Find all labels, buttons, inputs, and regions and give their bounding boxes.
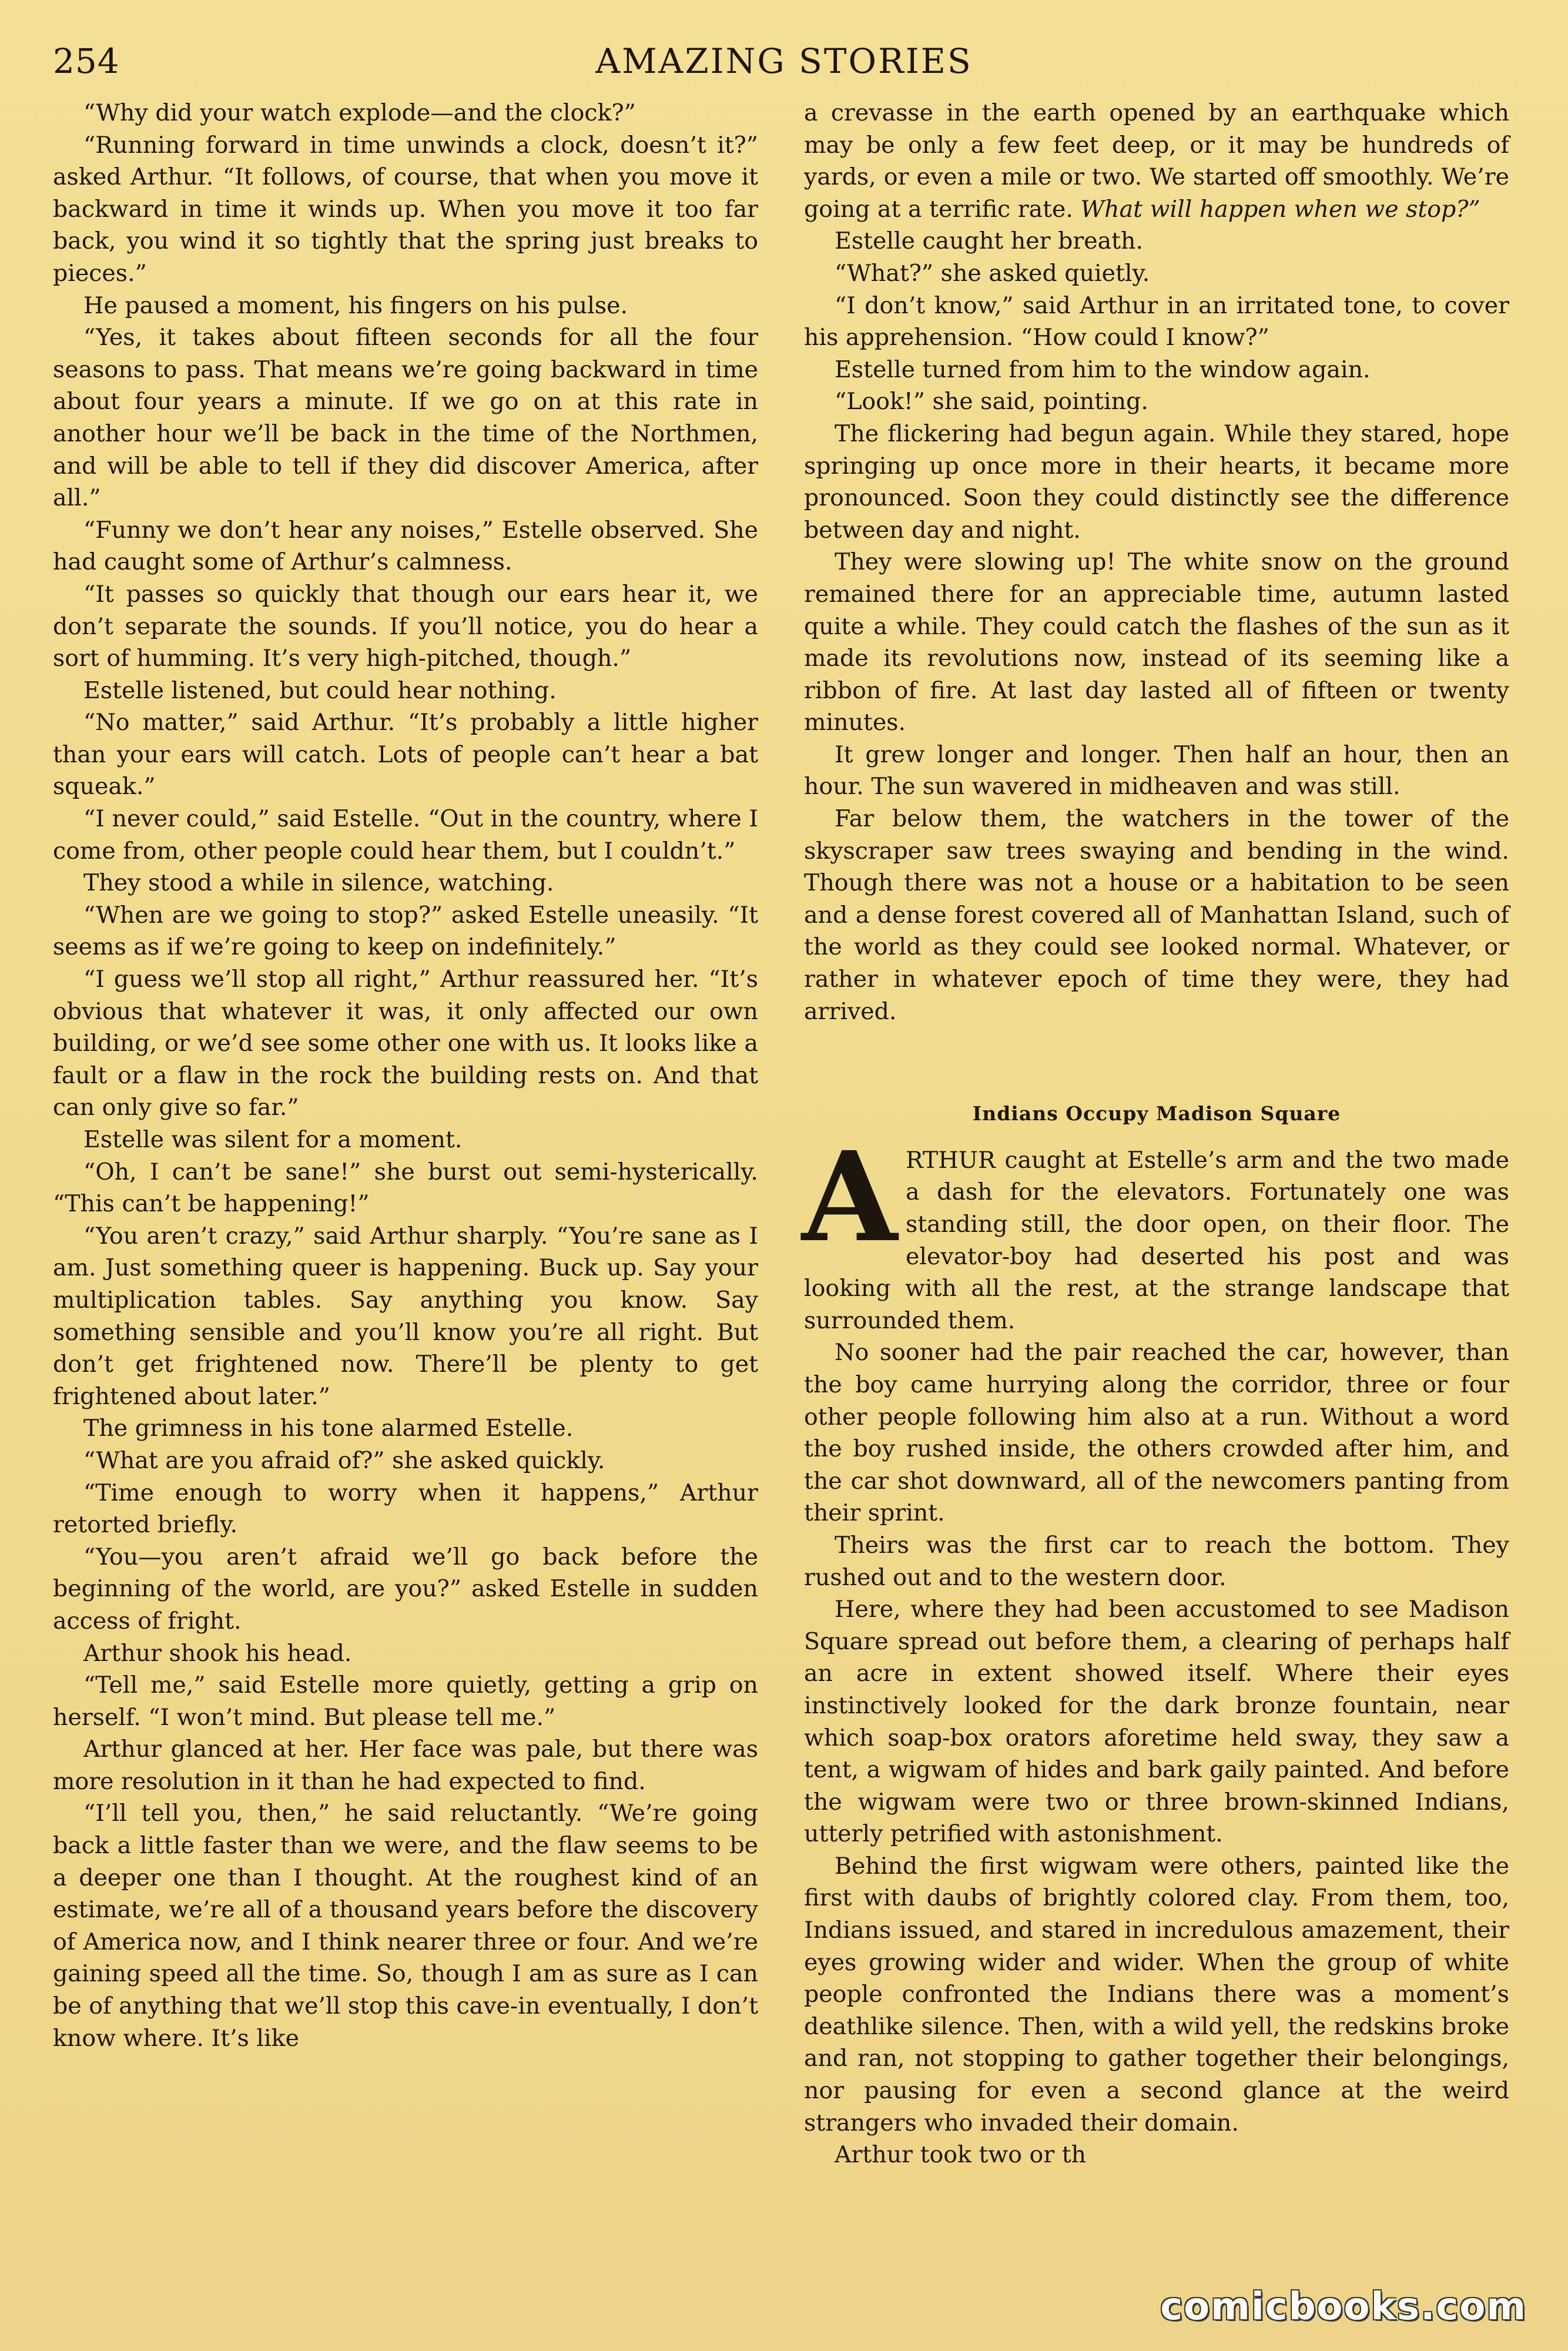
paragraph: Estelle was silent for a moment. [83,1126,463,1153]
paragraph: Estelle listened, but could hear nothing. [83,677,557,704]
paragraph: Far below them, the watchers in the tower of the skyscraper saw trees swaying and bending in the wind. Though there was not a house or a habitation to be seen and a dense forest covered all of Manhattan Island, such of the world as they could see looked normal. Whatever, or rather in whatever epoch of time they were, they had arrived. [804,805,1509,1025]
section-heading: Indians Occupy Madison Square [972,1102,1341,1126]
paragraph: “Oh, I can’t be sane!” she burst out semi-hysterically. “This can’t be happening!” [53,1158,758,1218]
drop-cap: A [802,1124,897,1270]
paragraph: Arthur took two or th [835,2141,1087,2169]
paragraph-text: RTHUR caught at Estelle’s arm and the two made a dash for the elevators. Fortunately one was standing still, the door open, on their floor. The elevator-boy had deserted his post and was looking with all the rest, at the strange landscape that surrounded them. [804,1146,1509,1334]
paragraph-text: a crevasse in the earth opened by an earthquake which may be only a few feet deep, or it may be hundreds of yards, or even a mile or two. We started off smoothly. We’re going at a terrific rate. [804,99,1509,223]
paragraph: “I don’t know,” said Arthur in an irritated tone, to cover his apprehension. “How could I know?” [804,292,1509,351]
paragraph-continued [804,97,1509,225]
paragraph: Estelle caught her breath. [835,227,1144,255]
paragraph: Behind the first wigwam were others, painted like the first with daubs of brightly colored clay. From them, too, Indians issued, and stared in incredulous amazement, their eyes growing wider and wider. When the group of white people confronted the Indians there was a moment’s deathlike silence. Then, with a wild yell, the redskins broke and ran, not stopping to gather together their belongings, nor pausing for even a second glance at the weird strangers who invaded their domain. [804,1852,1509,2136]
paragraph: It grew longer and longer. Then half an hour, then an hour. The sun wavered in midheaven and was still. [804,741,1509,801]
running-head: AMAZING STORIES [595,41,973,81]
section-first-paragraph [802,1124,1509,1337]
italic-question: What will happen when we stop?” [1080,195,1480,223]
paragraph: No sooner had the pair reached the car, however, than the boy came hurrying along the corridor, three or four other people following him also at a run. Without a word the boy rushed inside, the others crowded after him, and the car shot downward, all of the newcomers panting from their sprint. [804,1339,1509,1527]
paragraph: “Time enough to worry when it happens,” Arthur retorted briefly. [53,1479,758,1539]
paragraph: Estelle turned from him to the window again. [835,356,1371,383]
paragraph: “Funny we don’t hear any noises,” Estelle observed. She had caught some of Arthur’s calmness. [53,516,758,576]
paragraph: “I never could,” said Estelle. “Out in the country, where I come from, other people could hear them, but I couldn’t.” [53,805,758,865]
paragraph: The grimness in his tone alarmed Estelle. [83,1415,574,1442]
left-column [53,97,758,2054]
paragraph: “What are you afraid of?” she asked quickly. [83,1446,605,1474]
right-column [804,97,1509,2171]
watermark: comicbooks.com [1160,2285,1527,2329]
paragraph: “No matter,” said Arthur. “It’s probably a little higher than your ears will catch. Lots of people can’t hear a bat squeak.” [53,709,758,801]
paragraph: They were slowing up! The white snow on the ground remained there for an appreciable time, autumn lasted quite a while. They could catch the flashes of the sun as it made its revolutions now, instead of its seeming like a ribbon of fire. At last day lasted all of fifteen or twenty minutes. [804,548,1509,736]
paragraph: “It passes so quickly that though our ears hear it, we don’t separate the sounds. If you’ll notice, you do hear a sort of humming. It’s very high-pitched, though.” [53,580,758,672]
paragraph: “You—you aren’t afraid we’ll go back before the beginning of the world, are you?” asked Estelle in sudden access of fright. [53,1543,758,1635]
paragraph: They stood a while in silence, watching. [83,869,554,897]
page-number: 254 [53,41,120,81]
paragraph: Theirs was the first car to reach the bottom. They rushed out and to the western door. [804,1531,1509,1591]
paragraph: “Tell me,” said Estelle more quietly, getting a grip on herself. “I won’t mind. But please tell me.” [53,1672,758,1731]
paragraph: The flickering had begun again. While they stared, hope springing up once more in their hearts, it became more pronounced. Soon they could distinctly see the difference between day and night. [804,420,1509,544]
paragraph: He paused a moment, his fingers on his pulse. [83,292,628,319]
paragraph: “Why did your watch explode—and the clock?” [83,99,636,126]
paragraph: “Look!” she said, pointing. [835,388,1148,416]
page-header [53,41,1515,88]
paragraph: “I guess we’ll stop all right,” Arthur reassured her. “It’s obvious that whatever it was, it only affected our own building, or we’d see some other one with us. It looks like a fault or a flaw in the rock the building rests on. And that can only give so far.” [53,966,758,1121]
paragraph: Here, where they had been accustomed to see Madison Square spread out before them, a clearing of perhaps half an acre in extent showed itself. Where their eyes instinctively looked for the dark bronze fountain, near which soap-box orators aforetime held sway, they saw a tent, a wigwam of hides and bark gaily painted. And before the wigwam were two or three brown-skinned Indians, utterly petrified with astonishment. [804,1596,1509,1848]
paragraph: “Running forward in time unwinds a clock, doesn’t it?” asked Arthur. “It follows, of course, that when you move it backward in time it winds up. When you move it too far back, you wind it so tightly that the spring just breaks to pieces.” [53,131,758,287]
paragraph: Arthur shook his head. [83,1639,352,1667]
paragraph: “Yes, it takes about fifteen seconds for all the four seasons to pass. That means we’re going backward in time about four years a minute. If we go on at this rate in another hour we’ll be back in the time of the Northmen, and will be able to tell if they did discover America, after all.” [53,324,758,512]
paragraph: “I’ll tell you, then,” he said reluctantly. “We’re going back a little faster than we were, and the flaw seems to be a deeper one than I thought. At the roughest kind of an estimate, we’re all of a thousand years before the discovery of America now, and I think nearer three or four. And we’re gaining speed all the time. So, though I am as sure as I can be of anything that we’ll stop this cave-in eventually, I don’t know where. It’s like [53,1800,758,2052]
paragraph: “You aren’t crazy,” said Arthur sharply. “You’re sane as I am. Just something queer is happening. Buck up. Say your multiplication tables. Say anything you know. Say something sensible and you’ll know you’re all right. But don’t get frightened now. There’ll be plenty to get frightened about later.” [53,1222,758,1410]
paragraph: “When are we going to stop?” asked Estelle uneasily. “It seems as if we’re going to keep on indefinitely.” [53,901,758,961]
paragraph: “What?” she asked quietly. [835,259,1150,287]
paragraph: Arthur glanced at her. Her face was pale, but there was more resolution in it than he had expected to find. [53,1736,758,1795]
